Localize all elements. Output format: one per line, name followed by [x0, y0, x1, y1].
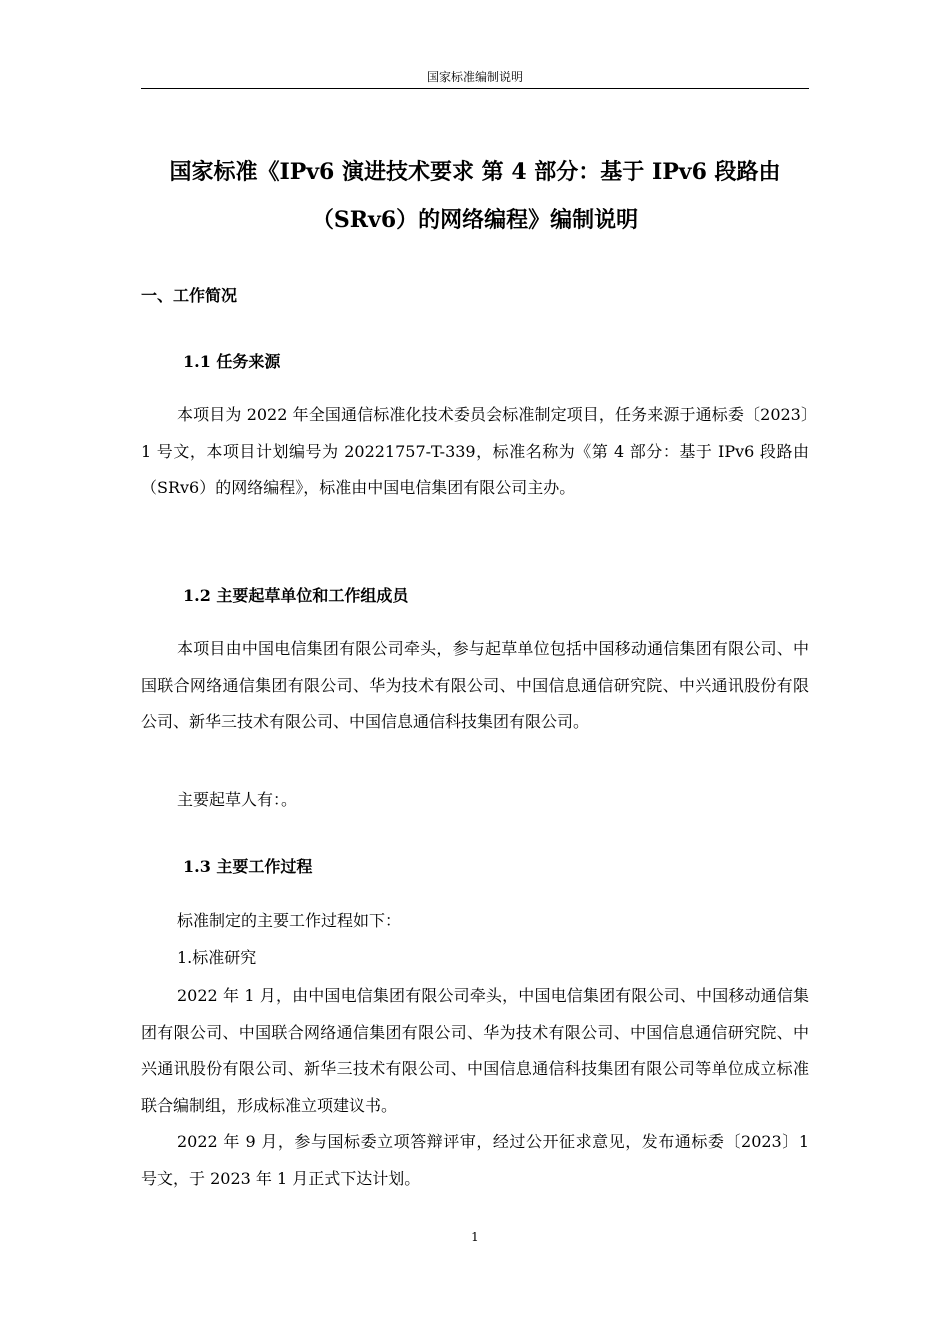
running-title: 国家标准编制说明: [426, 70, 523, 84]
paragraph-drafting-units: 本项目由中国电信集团有限公司牵头，参与起草单位包括中国移动通信集团有限公司、中国联合网络通信集团有限公司、华为技术有限公司、中国信息通信研究院、中兴通讯股份有限公司、新华三技术有限公司、中国信息通信科技集团有限公司。: [141, 639, 809, 731]
subsection-heading-task-source: 1.1 任务来源: [183, 352, 281, 371]
paragraph-task-source: 本项目为 2022 年全国通信标准化技术委员会标准制定项目，任务来源于通标委〔2023〕1 号文，本项目计划编号为 20221757-T-339，标准名称为《第 4 部分：基于 IPv6 段路由（SRv6）的网络编程》，标准由中国电信集团有限公司主办。: [141, 405, 809, 497]
subsection-heading-drafting-units: 1.2 主要起草单位和工作组成员: [183, 586, 409, 605]
paragraph-process-intro: 标准制定的主要工作过程如下：: [177, 911, 402, 930]
paragraph-january-2022: 2022 年 1 月，由中国电信集团有限公司牵头，中国电信集团有限公司、中国移动通信集团有限公司、中国联合网络通信集团有限公司、华为技术有限公司、中国信息通信研究院、中兴通讯股份有限公司、新华三技术有限公司、中国信息通信科技集团有限公司等单位成立标准联合编制组，形成标准立项建议书。: [141, 986, 809, 1115]
page-header: [141, 66, 809, 89]
section-heading-work-overview: 一、工作简况: [141, 286, 238, 305]
paragraph-step-standard-research: 1.标准研究: [177, 948, 257, 967]
paragraph-main-drafters: 主要起草人有：。: [177, 790, 298, 809]
paragraph-september-2022: 2022 年 9 月，参与国标委立项答辩评审，经过公开征求意见，发布通标委〔2023〕1 号文，于 2023 年 1 月正式下达计划。: [141, 1132, 809, 1188]
document-title-line-1: 国家标准《IPv6 演进技术要求 第 4 部分：基于 IPv6 段路由: [169, 159, 781, 185]
subsection-heading-work-process: 1.3 主要工作过程: [183, 857, 313, 876]
document-title-line-2: （SRv6）的网络编程》编制说明: [311, 207, 639, 233]
page-number: 1: [471, 1230, 479, 1244]
